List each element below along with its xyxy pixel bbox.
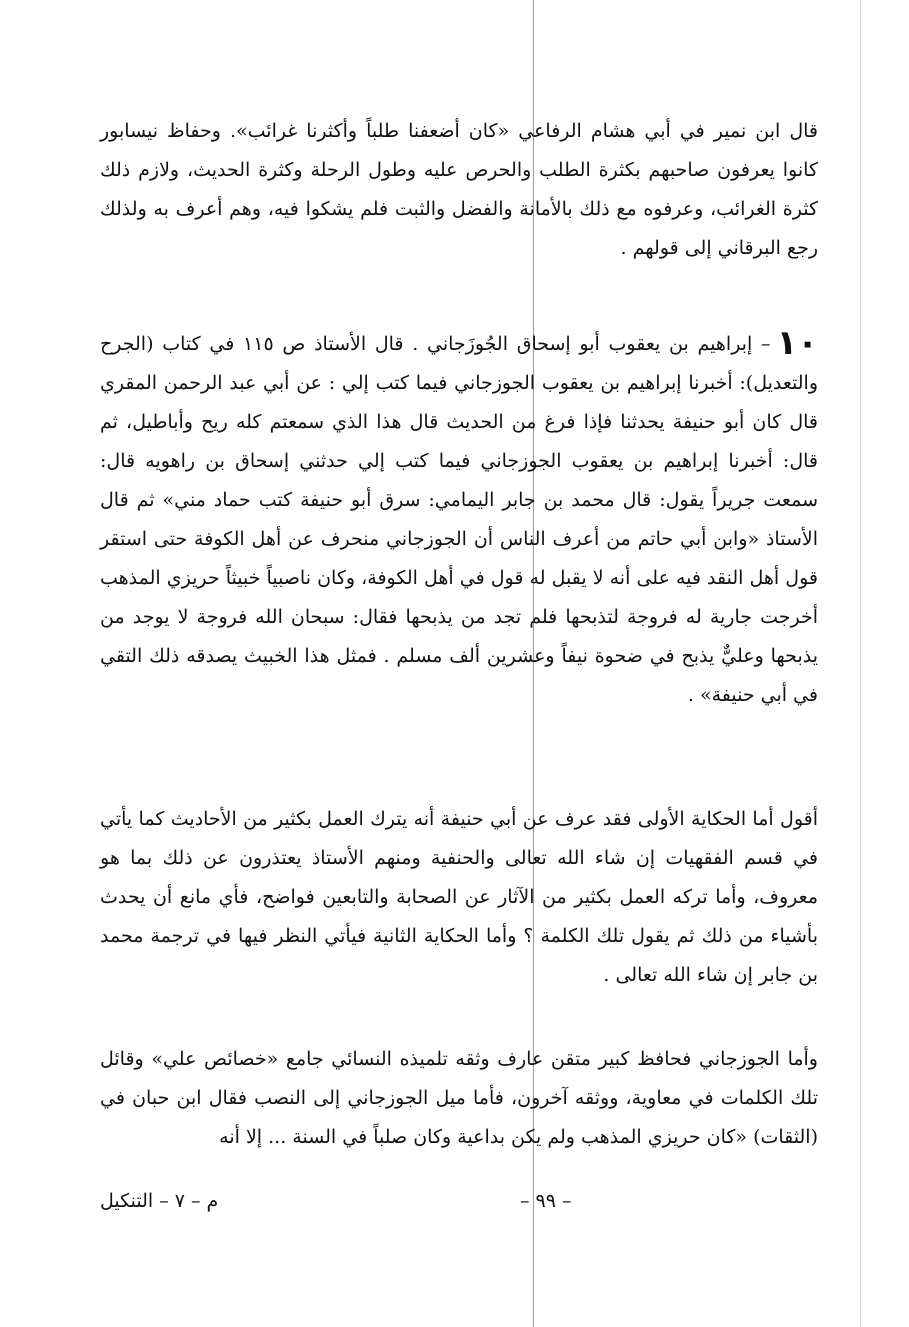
entry-number: ١٠: [776, 323, 818, 363]
paragraph-3: أقول أما الحكاية الأولى فقد عرف عن أبي حنيفة أنه يترك العمل بكثير من الأحاديث كما يأتي في قسم الفقهيات إن شاء الله تعالى والحنفية ومنهم الأستاذ يعتذرون عن ذلك بما هو معروف، وأما تركه العمل بكثير من الآثار عن الصحابة والتابعين فواضح، فأي مانع أن يحدث بأشياء من ذلك ثم يقول تلك الكلمة ؟ وأما الحكاية الثانية فيأتي النظر فيها في ترجمة محمد بن جابر إن شاء الله تعالى .: [100, 808, 818, 986]
paragraph-4: وأما الجوزجاني فحافظ كبير متقن عارف وثقه تلميذه النسائي جامع «خصائص علي» وقائل تلك الكلمات في معاوية، ووثقه آخرون، فأما ميل الجوزجاني إلى النصب فقال ابن حبان في (الثقات) «كان حريزي المذهب ولم يكن بداعية وكان صلباً في السنة ... إلا أنه: [100, 1048, 818, 1148]
paragraph-1: قال ابن نمير في أبي هشام الرفاعي «كان أضعفنا طلباً وأكثرنا غرائب». وحفاظ نيسابور كانوا يعرفون صاحبهم بكثرة الطلب والحرص عليه وطول الرحلة وكثرة الحديث، ولازم ذلك كثرة الغرائب، وعرفوه مع ذلك بالأمانة والفضل والثبت فلم يشكوا فيه، وهم أعرف به ولذلك رجع البرقاني إلى قولهم .: [100, 120, 818, 259]
page-number: – ٩٩ –: [520, 1190, 572, 1212]
paragraph-2: [100, 324, 818, 715]
scan-edge-line: [860, 0, 861, 1327]
signature-mark: م – ٧ – التنكيل: [100, 1190, 219, 1212]
page-footer: [100, 1190, 818, 1230]
paragraph-2-text: – إبراهيم بن يعقوب أبو إسحاق الجُوزَجاني . قال الأستاذ ص ١١٥ في كتاب (الجرح والتعديل): أخبرنا إبراهيم بن يعقوب الجوزجاني فيما كتب إلي : عن أبي عبد الرحمن المقري قال كان أبو حنيفة يحدثنا فإذا فرغ من الحديث قال هذا الذي سمعتم كله ريح وأباطيل، ثم قال: أخبرنا إبراهيم بن يعقوب الجوزجاني فيما كتب إلي حدثني إسحاق بن راهويه قال: سمعت جريراً يقول: قال محمد بن جابر اليمامي: سرق أبو حنيفة كتب حماد مني» ثم قال الأستاذ «وابن أبي حاتم من أعرف الناس أن الجوزجاني منحرف عن أهل الكوفة حتى استقر قول أهل النقد فيه على أنه لا يقبل له قول في أهل الكوفة، وكان ناصبياً خبيثاً حريزي المذهب أخرجت جارية له فروجة لتذبحها فلم تجد من يذبحها فقال: سبحان الله فروجة لا يوجد من يذبحها وعليٌّ يذبح في ضحوة نيفاً وعشرين ألف مسلم . فمثل هذا الخبيث يصدقه ذلك التقي في أبي حنيفة» .: [100, 333, 818, 706]
